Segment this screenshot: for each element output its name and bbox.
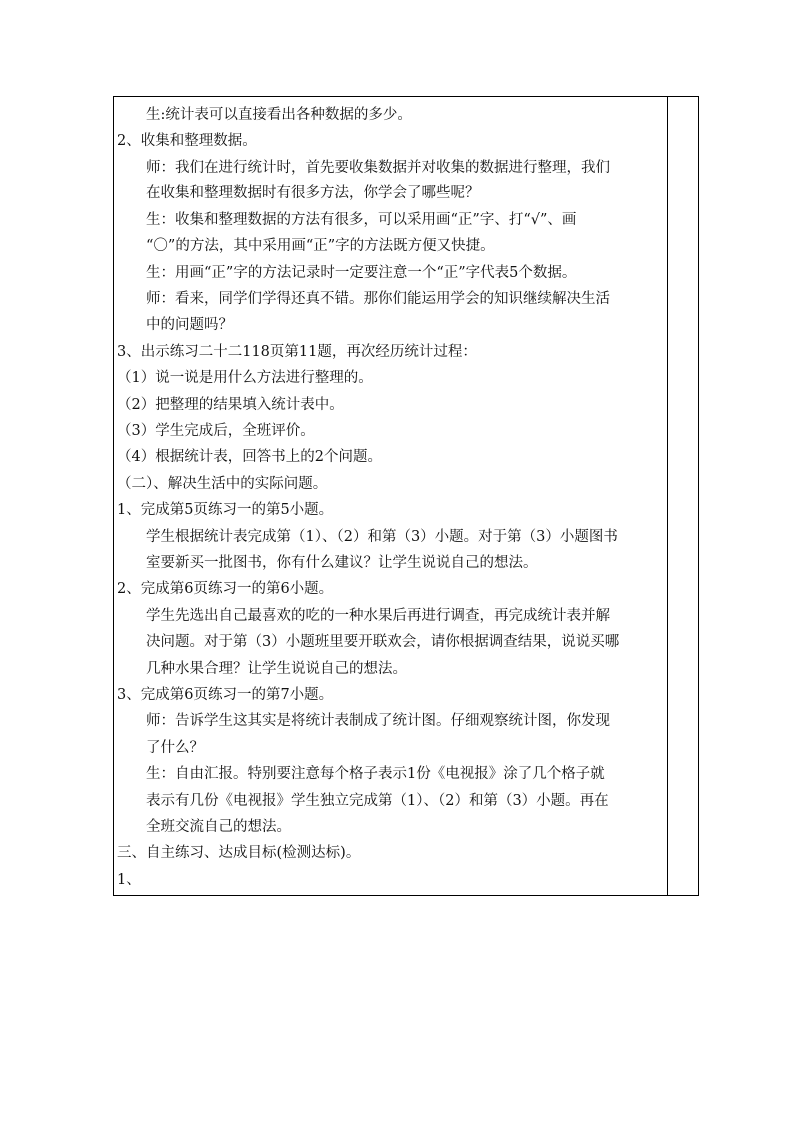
text-line: 中的问题吗？ bbox=[146, 317, 233, 333]
text-line: 决问题。对于第（3）小题班里要开联欢会，请你根据调查结果，说说买哪 bbox=[146, 634, 620, 650]
text-line: 室要新买一批图书，你有什么建议？让学生说说自己的想法。 bbox=[146, 555, 538, 571]
side-column bbox=[667, 97, 668, 895]
text-line: （4）根据统计表，回答书上的2个问题。 bbox=[117, 449, 382, 465]
text-line: （1）说一说是用什么方法进行整理的。 bbox=[117, 370, 373, 386]
text-line: （二）、解决生活中的实际问题。 bbox=[117, 476, 328, 492]
text-line: 3、出示练习二十二118页第11题，再次经历统计过程： bbox=[117, 344, 477, 360]
text-line: 在收集和整理数据时有很多方法，你学会了哪些呢？ bbox=[146, 185, 480, 201]
text-line: 师：告诉学生这其实是将统计表制成了统计图。仔细观察统计图，你发现 bbox=[146, 713, 610, 729]
text-line: 三、自主练习、达成目标(检测达标)。 bbox=[117, 845, 361, 861]
lesson-table bbox=[113, 96, 699, 896]
text-line: 2、收集和整理数据。 bbox=[117, 133, 257, 149]
text-line: 生：收集和整理数据的方法有很多，可以采用画“正”字、打“√”、画 bbox=[146, 212, 577, 228]
text-line: （2）把整理的结果填入统计表中。 bbox=[117, 397, 344, 413]
text-line: 表示有几份《电视报》学生独立完成第（1）、（2）和第（3）小题。再在 bbox=[146, 793, 609, 809]
text-line: 师：看来，同学们学得还真不错。那你们能运用学会的知识继续解决生活 bbox=[146, 291, 610, 307]
text-line: 3、完成第6页练习一的第7小题。 bbox=[117, 687, 334, 703]
text-line: 学生根据统计表完成第（1）、（2）和第（3）小题。对于第（3）小题图书 bbox=[146, 529, 618, 545]
text-line: 了什么？ bbox=[146, 740, 204, 756]
text-line: 师：我们在进行统计时，首先要收集数据并对收集的数据进行整理，我们 bbox=[146, 160, 610, 176]
text-line: 生:统计表可以直接看出各种数据的多少。 bbox=[146, 107, 412, 123]
text-line: （3）学生完成后，全班评价。 bbox=[117, 423, 315, 439]
text-line: 1、 bbox=[117, 872, 141, 888]
text-line: 1、完成第5页练习一的第5小题。 bbox=[117, 502, 334, 518]
text-line: 几种水果合理？让学生说说自己的想法。 bbox=[146, 661, 407, 677]
text-line: “〇”的方法，其中采用画“正”字的方法既方便又快捷。 bbox=[146, 238, 495, 254]
text-line: 2、完成第6页练习一的第6小题。 bbox=[117, 581, 334, 597]
text-line: 全班交流自己的想法。 bbox=[146, 819, 291, 835]
text-line: 生：自由汇报。特别要注意每个格子表示1份《电视报》涂了几个格子就 bbox=[146, 766, 605, 782]
text-line: 生：用画“正”字的方法记录时一定要注意一个“正”字代表5个数据。 bbox=[146, 265, 577, 281]
text-line: 学生先选出自己最喜欢的吃的一种水果后再进行调查，再完成统计表并解 bbox=[146, 608, 610, 624]
